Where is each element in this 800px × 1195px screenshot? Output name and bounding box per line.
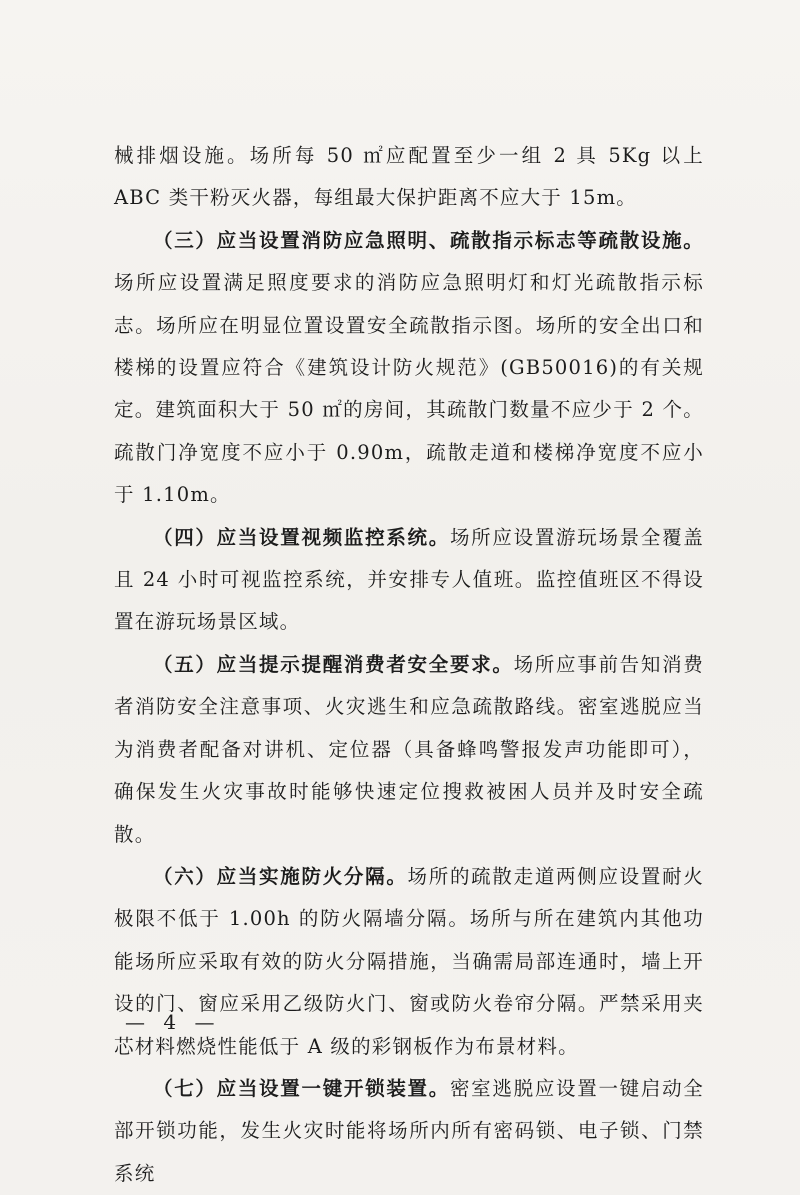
- section-heading: （五）应当提示提醒消费者安全要求。: [153, 652, 514, 676]
- paragraph-text: 场所应事前告知消费者消防安全注意事项、火灾逃生和应急疏散路线。密室逃脱应当为消费者配备对讲机、定位器（具备蜂鸣警报发声功能即可），确保发生火灾事故时能够快速定位搜救被困人员并及时安全疏散。: [114, 652, 704, 846]
- document-body: [114, 135, 704, 1195]
- paragraph-text: 场所的疏散走道两侧应设置耐火极限不低于 1.00h 的防火隔墙分隔。场所与所在建筑内其他功能场所应采取有效的防火分隔措施，当确需局部连通时，墙上开设的门、窗应采用乙级防火门、窗或防火卷帘分隔。严禁采用夹芯材料燃烧性能低于 A 级的彩钢板作为布景材料。: [114, 864, 704, 1058]
- paragraph-text: 场所应设置满足照度要求的消防应急照明灯和灯光疏散指示标志。场所应在明显位置设置安全疏散指示图。场所的安全出口和楼梯的设置应符合《建筑设计防火规范》(GB50016)的有关规定。建筑面积大于 50 ㎡的房间，其疏散门数量不应少于 2 个。疏散门净宽度不应小于 0.90m，疏散走道和楼梯净宽度不应小于 1.10m。: [114, 271, 704, 507]
- paragraph-text: 场所应设置游玩场景全覆盖且 24 小时可视监控系统，并安排专人值班。监控值班区不得设置在游玩场景区域。: [114, 525, 704, 634]
- section-heading: （四）应当设置视频监控系统。: [153, 525, 450, 549]
- paragraph-text: 密室逃脱应设置一键启动全部开锁功能，发生火灾时能将场所内所有密码锁、电子锁、门禁系统: [114, 1076, 704, 1185]
- section-heading: （三）应当设置消防应急照明、疏散指示标志等疏散设施。: [153, 228, 704, 252]
- paragraph-section-4: [114, 517, 704, 644]
- paragraph-section-6: [114, 856, 704, 1068]
- page-number: — 4 —: [125, 1010, 221, 1034]
- paragraph-section-5: [114, 644, 704, 856]
- paragraph-continuation: [114, 135, 704, 220]
- section-heading: （六）应当实施防火分隔。: [153, 864, 408, 888]
- paragraph-text: 械排烟设施。场所每 50 ㎡应配置至少一组 2 具 5Kg 以上 ABC 类干粉灭火器，每组最大保护距离不应大于 15m。: [114, 144, 704, 210]
- section-heading: （七）应当设置一键开锁装置。: [153, 1076, 450, 1100]
- paragraph-section-3: [114, 220, 704, 517]
- paragraph-section-7: [114, 1068, 704, 1195]
